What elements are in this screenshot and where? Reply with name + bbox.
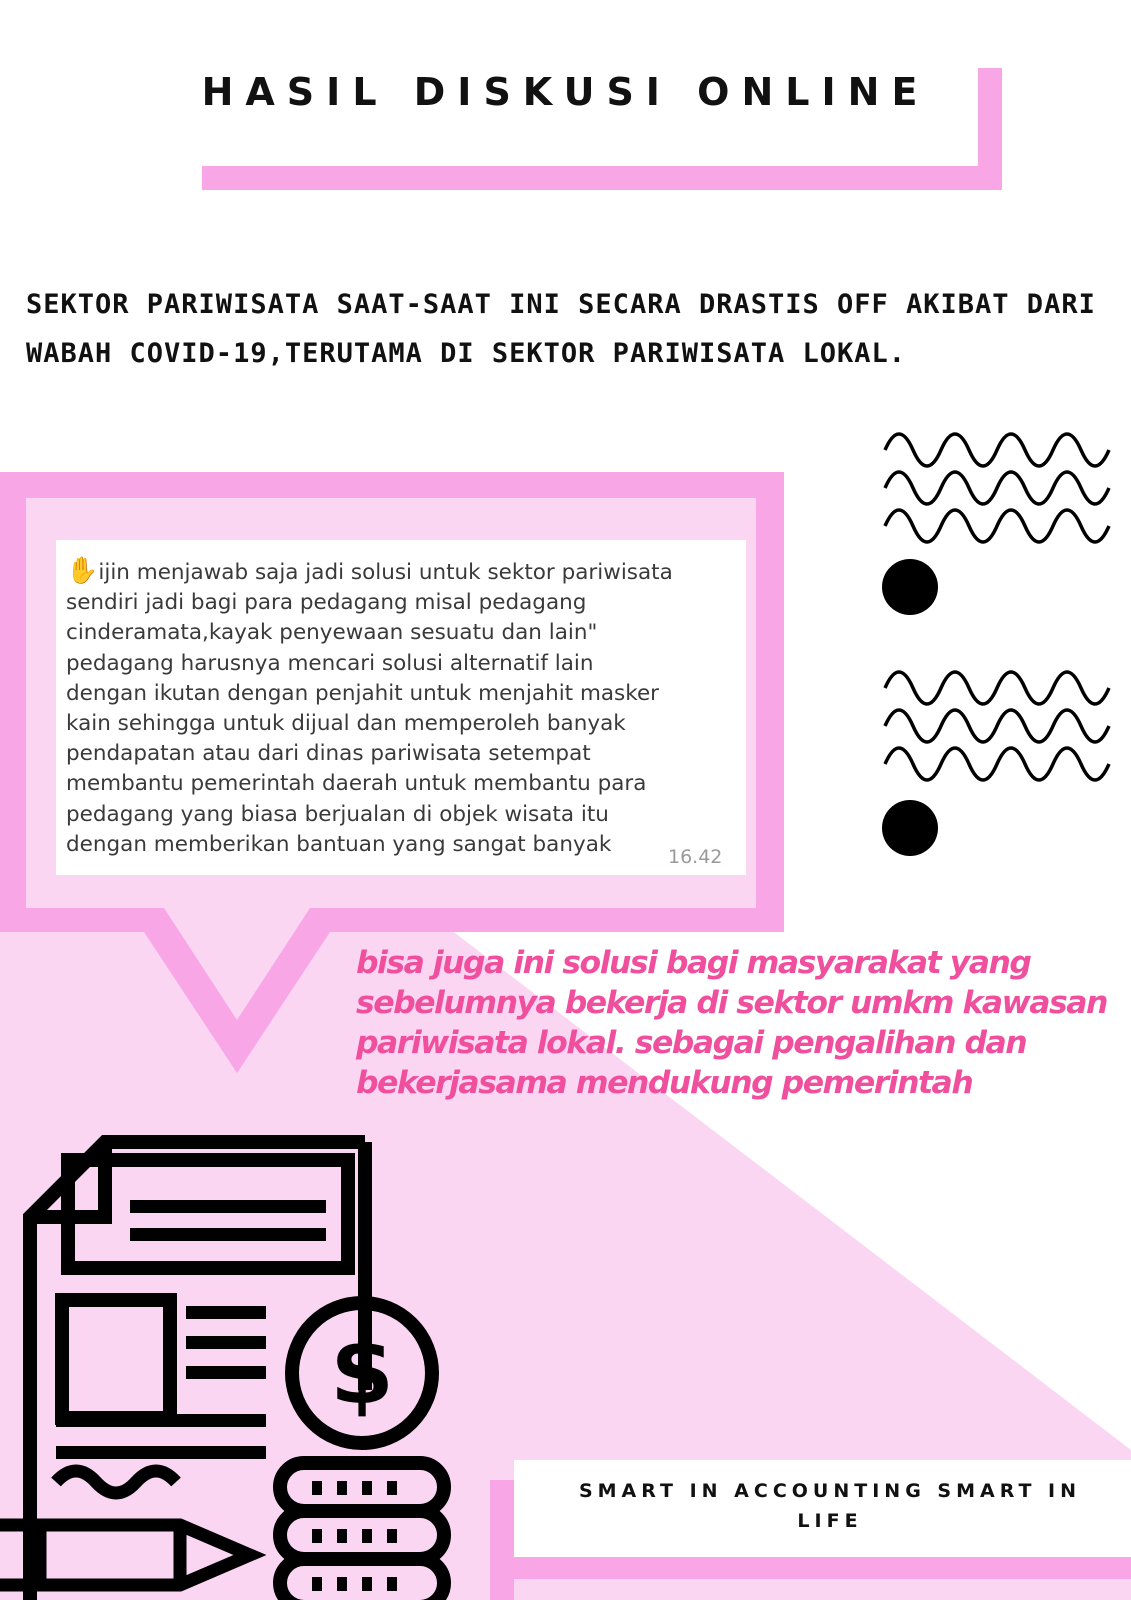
solution-note: bisa juga ini solusi bagi masyarakat yang sebelumnya bekerja di sektor umkm kawasan pariwisata lokal. sebagai pengalihan dan bekerjasama mendukung pemerintah: [356, 945, 1107, 1101]
title-frame-bottom: [202, 166, 1002, 190]
black-dot-top: [882, 559, 938, 615]
dollar-coin-icon: [262, 1295, 462, 1600]
chat-message: [66, 556, 741, 860]
chat-message-text: ijin menjawab saja jadi solusi untuk sektor pariwisata sendiri jadi bagi para pedagang misal pedagang cinderamata,kayak penyewaan sesuatu dan lain" pedagang harusnya mencari solusi alternatif lain dengan ikutan dengan penjahit untuk menjahit masker kain sehingga untuk dijual dan memperoleh banyak pendapatan atau dari dinas pariwisata setempat membantu pemerintah daerah untuk membantu para pedagang yang biasa berjualan di objek wisata itu dengan memberikan bantuan yang sangat banyak: [66, 560, 673, 857]
slogan-frame-left: [490, 1480, 514, 1600]
slogan-frame-bottom: [490, 1557, 1131, 1579]
pencil-icon: [0, 1505, 270, 1600]
raised-hand-icon: ✋: [66, 556, 99, 586]
wave-lines-bottom: [885, 672, 1109, 780]
svg-text:$: $: [329, 1318, 395, 1425]
page-title: HASIL DISKUSI ONLINE: [201, 70, 930, 114]
signature-squiggle: [56, 1471, 176, 1493]
chat-timestamp: 16.42: [668, 846, 723, 868]
intro-statement: SEKTOR PARIWISATA SAAT-SAAT INI SECARA DRASTIS OFF AKIBAT DARI WABAH COVID-19,TERUTAMA DI SEKTOR PARIWISATA LOKAL.: [26, 289, 1096, 369]
slogan-text: SMART IN ACCOUNTING SMART IN LIFE: [578, 1480, 1082, 1532]
black-dot-bottom: [882, 800, 938, 856]
wave-lines-top: [885, 434, 1109, 542]
